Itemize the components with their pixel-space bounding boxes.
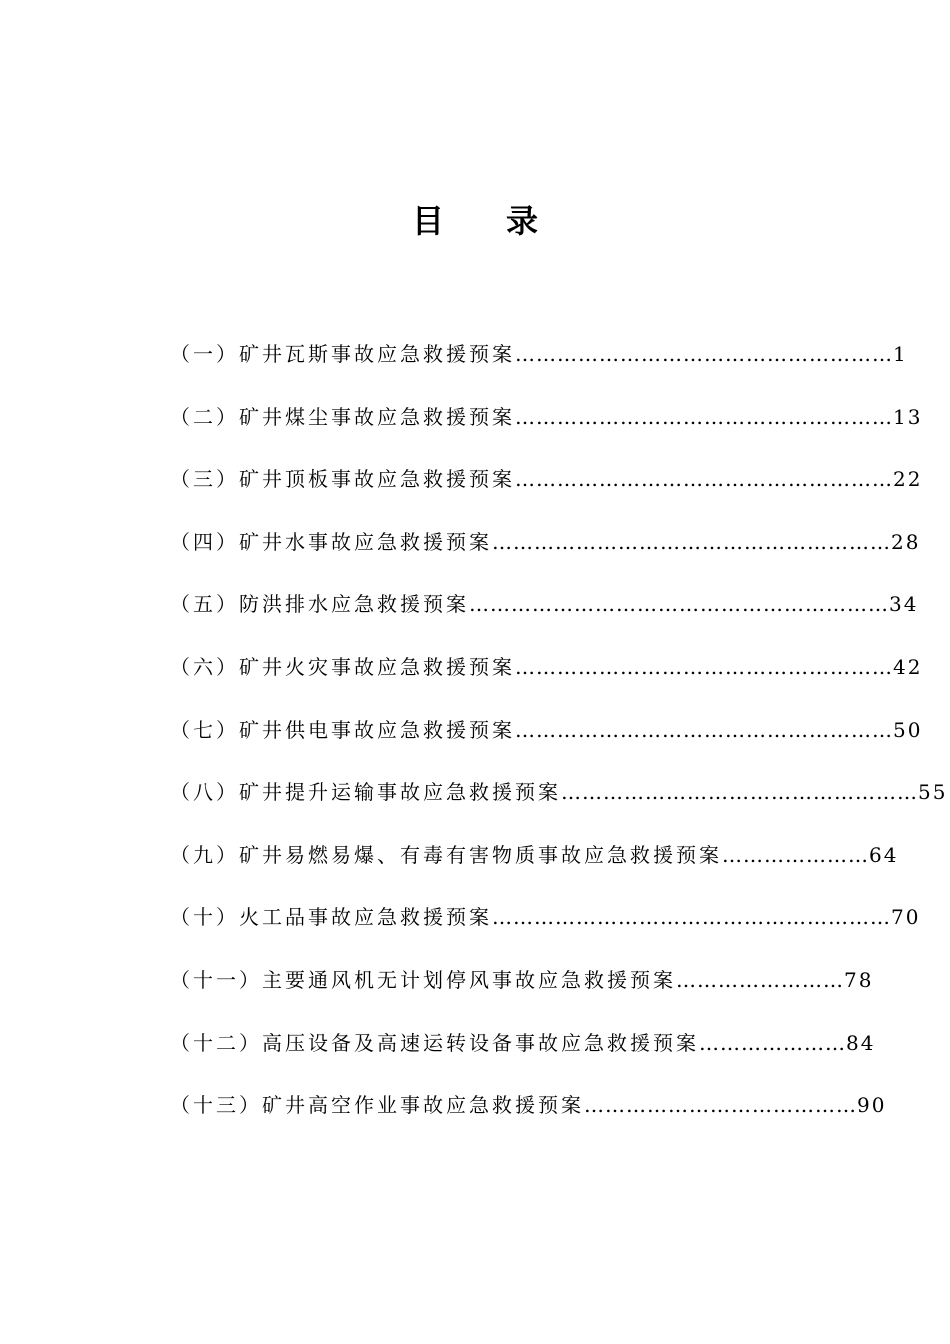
toc-entry-label: （十一）主要通风机无计划停风事故应急救援预案 bbox=[170, 967, 676, 992]
toc-leader-dots: ………………………………………………… bbox=[492, 905, 891, 930]
toc-entry-label: （十二）高压设备及高速运转设备事故应急救援预案 bbox=[170, 1030, 699, 1055]
toc-leader-dots: ………………………………………………… bbox=[492, 529, 891, 554]
toc-entry bbox=[170, 1021, 876, 1084]
toc-entry-label: （九）矿井易燃易爆、有毒有害物质事故应急救援预案 bbox=[170, 842, 722, 867]
toc-page-number: 78 bbox=[844, 967, 874, 992]
toc-page-number: 50 bbox=[893, 717, 923, 742]
toc-entry-label: （五）防洪排水应急救援预案 bbox=[170, 592, 469, 617]
toc-entry-label: （八）矿井提升运输事故应急救援预案 bbox=[170, 780, 561, 805]
toc-entry-label: （二）矿井煤尘事故应急救援预案 bbox=[170, 404, 515, 429]
toc-leader-dots: ……………………………………………… bbox=[515, 717, 893, 742]
page-title bbox=[0, 196, 950, 242]
toc-entry bbox=[170, 582, 919, 645]
table-of-contents bbox=[170, 332, 948, 1146]
toc-page-number: 42 bbox=[893, 654, 923, 679]
toc-leader-dots: ……………………………………………… bbox=[515, 342, 893, 366]
toc-entry bbox=[170, 332, 908, 395]
toc-entry-label: （七）矿井供电事故应急救援预案 bbox=[170, 717, 515, 742]
toc-leader-dots: ………………… bbox=[699, 1030, 846, 1055]
toc-entry bbox=[170, 833, 899, 896]
toc-entry bbox=[170, 457, 923, 520]
toc-page-number: 90 bbox=[857, 1093, 887, 1118]
toc-entry bbox=[170, 958, 874, 1021]
toc-page-number: 34 bbox=[889, 592, 919, 617]
toc-leader-dots: …………………………………………… bbox=[561, 780, 918, 805]
toc-page-number: 1 bbox=[893, 342, 908, 366]
toc-leader-dots: …………………………………………………… bbox=[469, 592, 889, 617]
toc-leader-dots: ……………………………………………… bbox=[515, 654, 893, 679]
toc-leader-dots: ………………… bbox=[722, 842, 869, 867]
toc-leader-dots: ………………………………… bbox=[584, 1093, 857, 1118]
toc-entry-label: （一）矿井瓦斯事故应急救援预案 bbox=[170, 342, 515, 366]
toc-page-number: 64 bbox=[869, 842, 899, 867]
toc-page-number: 70 bbox=[891, 905, 921, 930]
toc-page-number: 22 bbox=[893, 467, 923, 492]
toc-entry bbox=[170, 645, 923, 708]
toc-entry-label: （十三）矿井高空作业事故应急救援预案 bbox=[170, 1093, 584, 1118]
toc-entry-label: （四）矿井水事故应急救援预案 bbox=[170, 529, 492, 554]
toc-leader-dots: ……………………………………………… bbox=[515, 467, 893, 492]
toc-page-number: 55 bbox=[918, 780, 948, 805]
toc-entry bbox=[170, 395, 923, 458]
toc-entry bbox=[170, 520, 921, 583]
toc-entry bbox=[170, 708, 923, 771]
toc-entry-label: （十）火工品事故应急救援预案 bbox=[170, 905, 492, 930]
toc-page-number: 84 bbox=[846, 1030, 876, 1055]
toc-page-number: 13 bbox=[893, 404, 923, 429]
toc-entry bbox=[170, 770, 948, 833]
toc-leader-dots: ……………………………………………… bbox=[515, 404, 893, 429]
toc-entry bbox=[170, 895, 921, 958]
toc-entry-label: （三）矿井顶板事故应急救援预案 bbox=[170, 467, 515, 492]
title-char-1: 目 bbox=[411, 202, 444, 240]
toc-entry bbox=[170, 1083, 887, 1146]
toc-leader-dots: …………………… bbox=[676, 967, 844, 992]
title-char-2: 录 bbox=[506, 202, 539, 240]
toc-entry-label: （六）矿井火灾事故应急救援预案 bbox=[170, 654, 515, 679]
toc-page-number: 28 bbox=[891, 529, 921, 554]
